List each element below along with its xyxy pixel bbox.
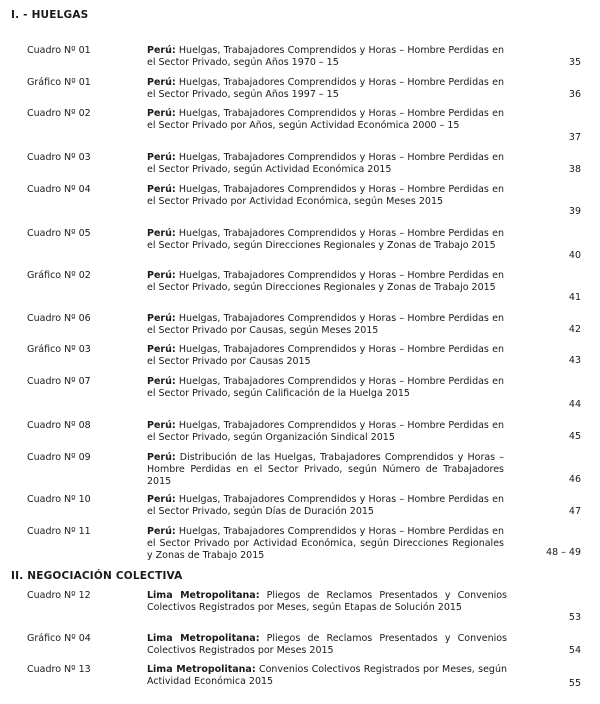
entry-description: [147, 77, 504, 101]
entry-page-number: 40: [568, 250, 581, 261]
entry-page-number: 35: [568, 57, 581, 68]
entry-region: Perú:: [147, 184, 176, 195]
entry-label: Cuadro Nº 08: [27, 420, 91, 431]
entry-description: [147, 152, 504, 176]
entry-text: Huelgas, Trabajadores Comprendidos y Horas – Hombre Perdidas en el Sector Privado por Causas 2015: [147, 344, 504, 367]
entry-text: Huelgas, Trabajadores Comprendidos y Horas – Hombre Perdidas en el Sector Privado, según Años 1997 – 15: [147, 77, 504, 100]
entry-description: [147, 108, 504, 132]
entry-description: [147, 376, 504, 400]
entry-text: Distribución de las Huelgas, Trabajadores Comprendidos y Horas – Hombre Perdidas en el Sector Privado, según Número de Trabajadores 2015: [147, 452, 504, 487]
entry-text: Huelgas, Trabajadores Comprendidos y Horas – Hombre Perdidas en el Sector Privado, según Direcciones Regionales y Zonas de Trabajo 2015: [147, 270, 504, 293]
entry-page-number: 46: [568, 474, 581, 485]
entry-region: Perú:: [147, 526, 176, 537]
entry-page-number: 55: [568, 678, 581, 689]
entry-text: Huelgas, Trabajadores Comprendidos y Horas – Hombre Perdidas en el Sector Privado por Actividad Económica, según Meses 2015: [147, 184, 504, 207]
section-title-huelgas: I. - HUELGAS: [11, 9, 89, 21]
entry-label: Cuadro Nº 07: [27, 376, 91, 387]
entry-label: Cuadro Nº 05: [27, 228, 91, 239]
entry-label: Cuadro Nº 11: [27, 526, 91, 537]
entry-region: Perú:: [147, 344, 176, 355]
entry-description: [147, 664, 507, 688]
entry-page-number: 45: [568, 431, 581, 442]
entry-text: Huelgas, Trabajadores Comprendidos y Horas – Hombre Perdidas en el Sector Privado, según Actividad Económica 2015: [147, 152, 504, 175]
entry-text: Huelgas, Trabajadores Comprendidos y Horas – Hombre Perdidas en el Sector Privado, según Años 1970 – 15: [147, 45, 504, 68]
entry-text: Huelgas, Trabajadores Comprendidos y Horas – Hombre Perdidas en el Sector Privado, según Direcciones Regionales y Zonas de Trabajo 2015: [147, 228, 504, 251]
entry-page-number: 53: [568, 612, 581, 623]
entry-region: Perú:: [147, 494, 176, 505]
entry-region: Perú:: [147, 420, 176, 431]
entry-label: Cuadro Nº 01: [27, 45, 91, 56]
entry-label: Cuadro Nº 06: [27, 313, 91, 324]
entry-page-number: 43: [568, 355, 581, 366]
entry-text: Huelgas, Trabajadores Comprendidos y Horas – Hombre Perdidas en el Sector Privado por Actividad Económica, según Direcciones Regionales y Zonas de Trabajo 2015: [147, 526, 504, 561]
entry-region: Perú:: [147, 452, 176, 463]
entry-label: Gráfico Nº 03: [27, 344, 91, 355]
entry-region: Perú:: [147, 77, 176, 88]
entry-description: [147, 184, 504, 208]
entry-text: Huelgas, Trabajadores Comprendidos y Horas – Hombre Perdidas en el Sector Privado, según Calificación de la Huelga 2015: [147, 376, 504, 399]
entry-region: Perú:: [147, 313, 176, 324]
entry-description: [147, 344, 504, 368]
entry-page-number: 54: [568, 645, 581, 656]
entry-label: Cuadro Nº 10: [27, 494, 91, 505]
entry-description: [147, 228, 504, 252]
entry-page-number: 36: [568, 89, 581, 100]
entry-text: Pliegos de Reclamos Presentados y Convenios Colectivos Registrados por Meses, según Etapas de Solución 2015: [147, 590, 507, 613]
entry-text: Pliegos de Reclamos Presentados y Convenios Colectivos Registrados por Meses 2015: [147, 633, 507, 656]
entry-description: [147, 633, 507, 657]
entry-page-number: 39: [568, 206, 581, 217]
entry-page-number: 42: [568, 324, 581, 335]
entry-text: Huelgas, Trabajadores Comprendidos y Horas – Hombre Perdidas en el Sector Privado por Causas, según Meses 2015: [147, 313, 504, 336]
entry-region: Lima Metropolitana:: [147, 664, 256, 675]
entry-label: Cuadro Nº 02: [27, 108, 91, 119]
entry-page-number: 47: [568, 506, 581, 517]
entry-page-number: 41: [568, 292, 581, 303]
entry-page-number: 44: [568, 399, 581, 410]
entry-label: Gráfico Nº 02: [27, 270, 91, 281]
entry-region: Perú:: [147, 152, 176, 163]
entry-label: Cuadro Nº 13: [27, 664, 91, 675]
entry-region: Perú:: [147, 108, 176, 119]
entry-region: Lima Metropolitana:: [147, 633, 260, 644]
entry-label: Gráfico Nº 01: [27, 77, 91, 88]
entry-region: Perú:: [147, 228, 176, 239]
section-title-negociacion-colectiva: II. NEGOCIACIÓN COLECTIVA: [11, 570, 183, 582]
entry-text: Convenios Colectivos Registrados por Meses, según Actividad Económica 2015: [147, 664, 507, 687]
entry-description: [147, 270, 504, 294]
entry-description: [147, 494, 504, 518]
entry-description: [147, 526, 504, 561]
entry-text: Huelgas, Trabajadores Comprendidos y Horas – Hombre Perdidas en el Sector Privado, según Días de Duración 2015: [147, 494, 504, 517]
entry-label: Cuadro Nº 12: [27, 590, 91, 601]
entry-description: [147, 452, 504, 487]
entry-page-number: 48 – 49: [546, 547, 581, 558]
entry-description: [147, 313, 504, 337]
entry-label: Cuadro Nº 03: [27, 152, 91, 163]
entry-text: Huelgas, Trabajadores Comprendidos y Horas – Hombre Perdidas en el Sector Privado por Años, según Actividad Económica 2000 – 15: [147, 108, 504, 131]
entry-label: Cuadro Nº 09: [27, 452, 91, 463]
entry-region: Perú:: [147, 45, 176, 56]
entry-page-number: 37: [568, 132, 581, 143]
entry-page-number: 38: [568, 164, 581, 175]
entry-description: [147, 590, 507, 614]
entry-region: Perú:: [147, 376, 176, 387]
entry-label: Gráfico Nº 04: [27, 633, 91, 644]
entry-text: Huelgas, Trabajadores Comprendidos y Horas – Hombre Perdidas en el Sector Privado, según Organización Sindical 2015: [147, 420, 504, 443]
entry-description: [147, 45, 504, 69]
entry-label: Cuadro Nº 04: [27, 184, 91, 195]
entry-region: Lima Metropolitana:: [147, 590, 260, 601]
entry-description: [147, 420, 504, 444]
entry-region: Perú:: [147, 270, 176, 281]
